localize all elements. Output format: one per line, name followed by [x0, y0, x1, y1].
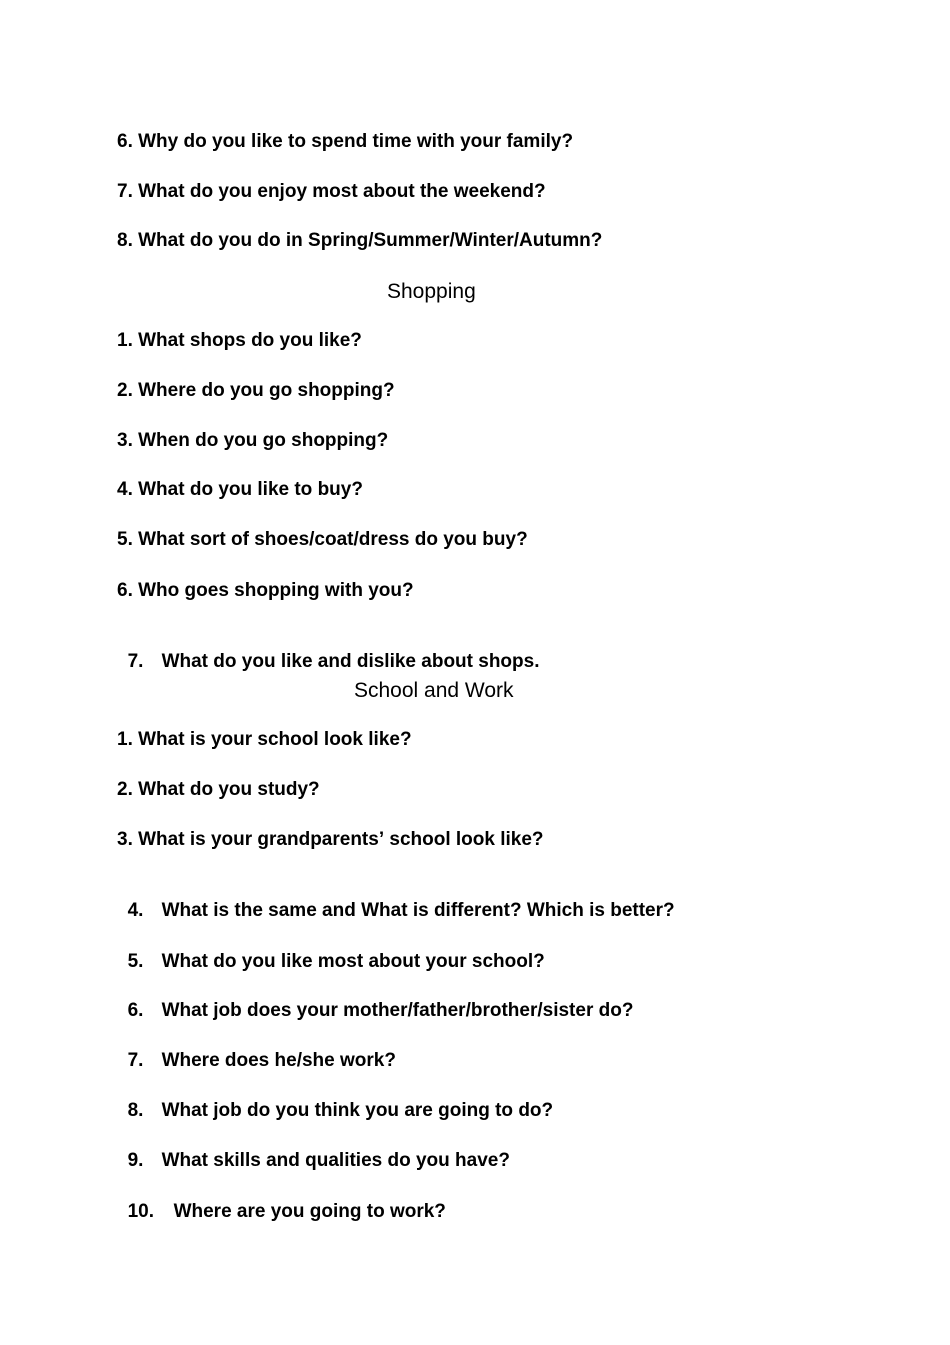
question-text: Where are you going to work? [173, 1201, 446, 1222]
question-number: 5. [127, 951, 144, 972]
question-shopping-6: 6. Who goes shopping with you? [117, 580, 414, 601]
question-school-4 [117, 878, 675, 922]
question-number: 7. [127, 1050, 144, 1071]
question-text: What job does your mother/father/brother/sister do? [161, 1000, 634, 1021]
question-number: 9. [127, 1150, 144, 1171]
question-number: 4. [127, 900, 144, 921]
question-school-8 [117, 1078, 553, 1122]
question-shopping-2: 2. Where do you go shopping? [117, 380, 395, 401]
question-family-8: 8. What do you do in Spring/Summer/Winter/Autumn? [117, 230, 603, 251]
question-shopping-4: 4. What do you like to buy? [117, 479, 363, 500]
question-school-7 [117, 1028, 396, 1072]
question-text: Where does he/she work? [161, 1050, 396, 1071]
question-shopping-5: 5. What sort of shoes/coat/dress do you buy? [117, 529, 528, 550]
question-text: What skills and qualities do you have? [161, 1150, 510, 1171]
question-text: What do you like and dislike about shops. [161, 651, 540, 672]
question-school-6 [117, 978, 633, 1022]
question-shopping-3: 3. When do you go shopping? [117, 430, 389, 451]
question-family-7: 7. What do you enjoy most about the weekend? [117, 181, 546, 202]
question-number: 7. [127, 651, 144, 672]
question-school-10 [117, 1179, 446, 1223]
question-shopping-1: 1. What shops do you like? [117, 330, 362, 351]
question-school-9 [117, 1128, 510, 1172]
question-number: 10. [127, 1201, 154, 1222]
question-family-6: 6. Why do you like to spend time with your family? [117, 131, 574, 152]
question-school-5 [117, 929, 545, 973]
question-school-3: 3. What is your grandparentsʼ school look like? [117, 829, 544, 850]
question-text: What job do you think you are going to do? [161, 1100, 554, 1121]
section-heading-shopping: Shopping [387, 280, 476, 303]
question-shopping-7 [117, 629, 540, 673]
question-text: What is the same and What is different? Which is better? [161, 900, 675, 921]
question-number: 8. [127, 1100, 144, 1121]
section-heading-school-work: School and Work [354, 679, 514, 702]
question-text: What do you like most about your school? [161, 951, 545, 972]
question-school-2: 2. What do you study? [117, 779, 320, 800]
question-number: 6. [127, 1000, 144, 1021]
question-school-1: 1. What is your school look like? [117, 729, 412, 750]
